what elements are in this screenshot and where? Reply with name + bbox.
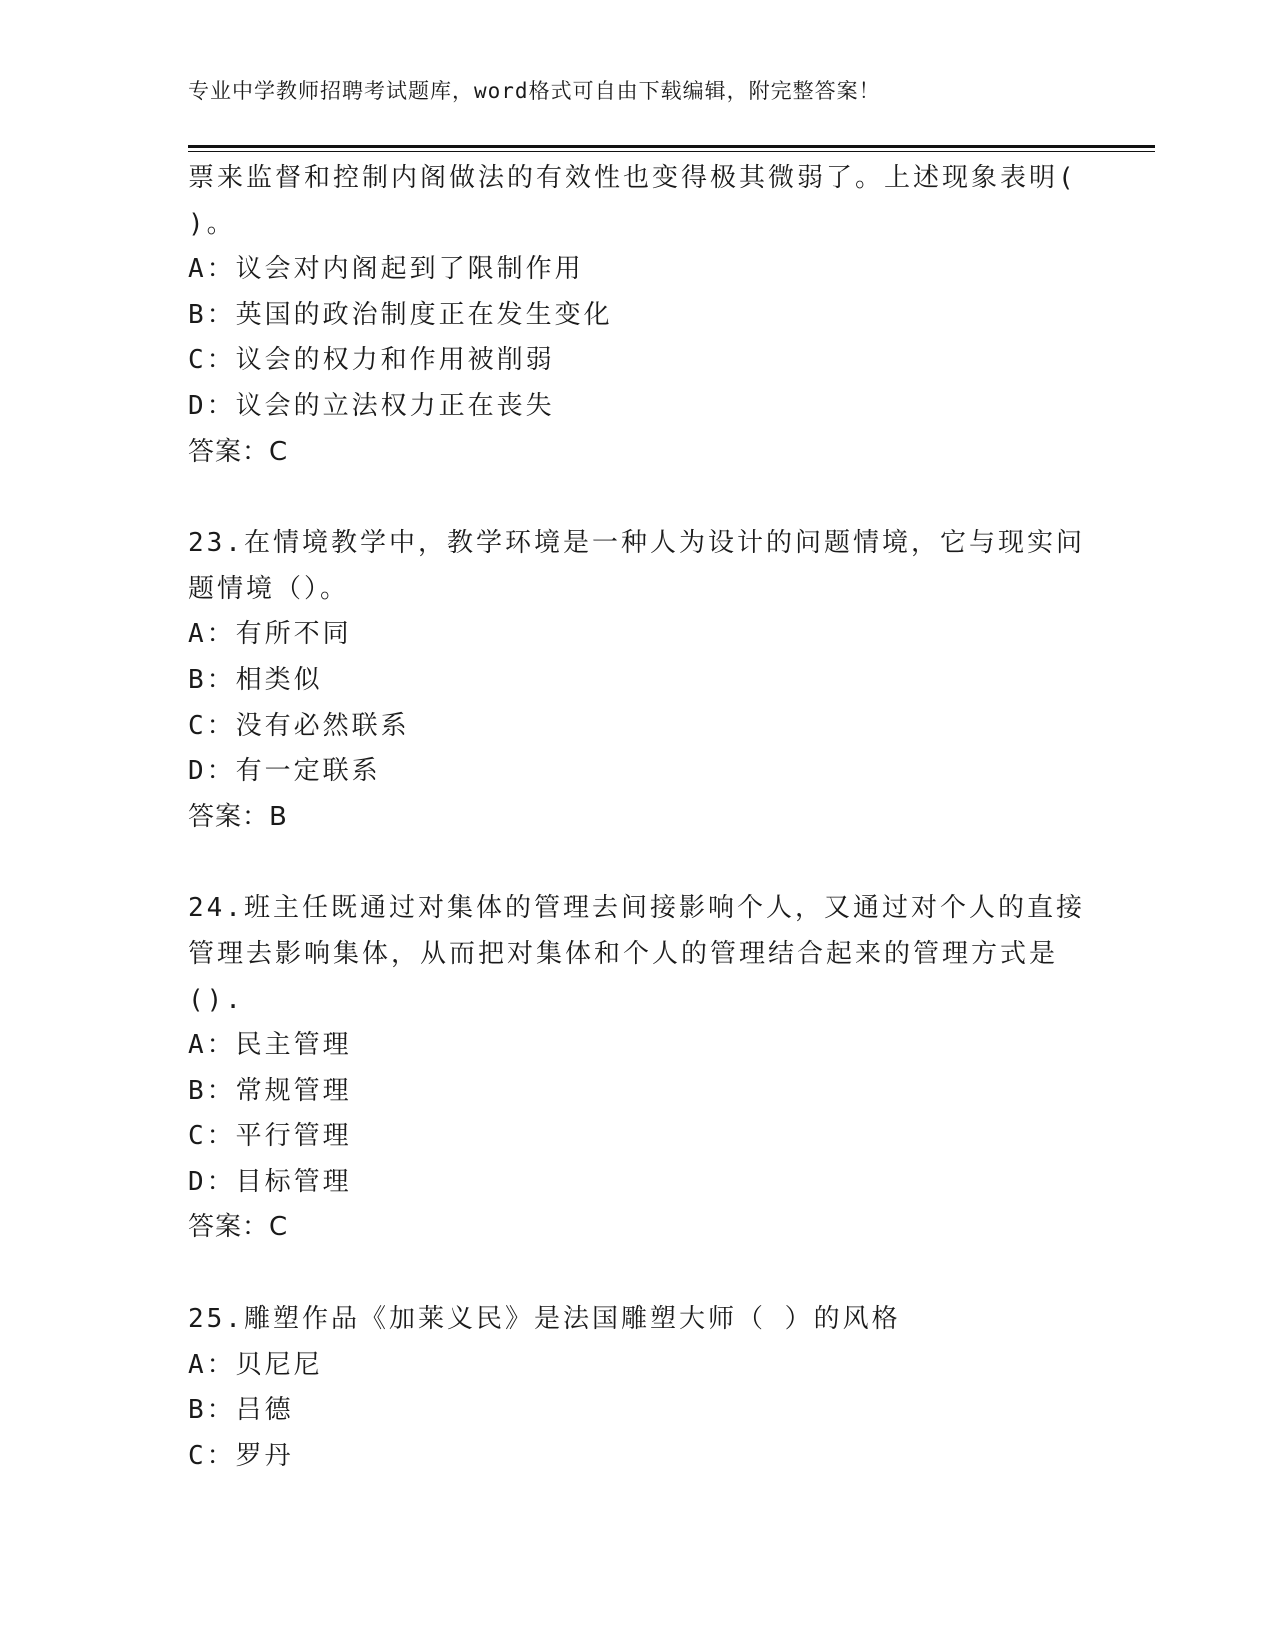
option-c: C：平行管理 (188, 1121, 352, 1152)
option-c: C：罗丹 (188, 1440, 294, 1471)
option-b: B：吕德 (188, 1395, 294, 1426)
question-content (188, 156, 1088, 1479)
option-b: B：常规管理 (188, 1075, 352, 1106)
page-header: 专业中学教师招聘考试题库，word格式可自由下载编辑，附完整答案！ (188, 79, 881, 103)
option-d: D：目标管理 (188, 1166, 352, 1197)
option-c: C：议会的权力和作用被削弱 (188, 345, 555, 376)
question-stem: 题情境（）。 (188, 573, 350, 604)
option-a: A：民主管理 (188, 1030, 352, 1061)
answer: 答案：B (188, 801, 288, 832)
option-b: B：相类似 (188, 664, 323, 695)
header-rule-thin (188, 151, 1155, 152)
question-stem: (). (188, 984, 244, 1015)
question-24 (188, 886, 1088, 1251)
question-stem: 24.班主任既通过对集体的管理去间接影响个人，又通过对个人的直接 (188, 893, 1085, 924)
question-stem: 25.雕塑作品《加莱义民》是法国雕塑大师（ ）的风格 (188, 1304, 901, 1335)
question-25 (188, 1297, 1088, 1479)
option-d: D：有一定联系 (188, 756, 381, 787)
option-b: B：英国的政治制度正在发生变化 (188, 299, 613, 330)
question-stem: 票来监督和控制内阁做法的有效性也变得极其微弱了。上述现象表明( (188, 163, 1077, 193)
answer: 答案：C (188, 1212, 289, 1243)
question-23 (188, 521, 1088, 840)
option-a: A：议会对内阁起到了限制作用 (188, 254, 584, 285)
question-stem: 管理去影响集体，从而把对集体和个人的管理结合起来的管理方式是 (188, 938, 1059, 969)
spacer (188, 475, 1088, 521)
answer: 答案：C (188, 436, 289, 467)
option-a: A：贝尼尼 (188, 1349, 323, 1380)
question-stem: 23.在情境教学中，教学环境是一种人为设计的问题情境，它与现实问 (188, 528, 1085, 559)
option-c: C：没有必然联系 (188, 710, 410, 741)
option-a: A：有所不同 (188, 619, 352, 650)
option-d: D：议会的立法权力正在丧失 (188, 390, 555, 421)
spacer (188, 840, 1088, 886)
header-rule-thick (188, 145, 1155, 148)
question-22 (188, 156, 1088, 475)
question-stem: )。 (188, 208, 236, 239)
spacer (188, 1251, 1088, 1297)
